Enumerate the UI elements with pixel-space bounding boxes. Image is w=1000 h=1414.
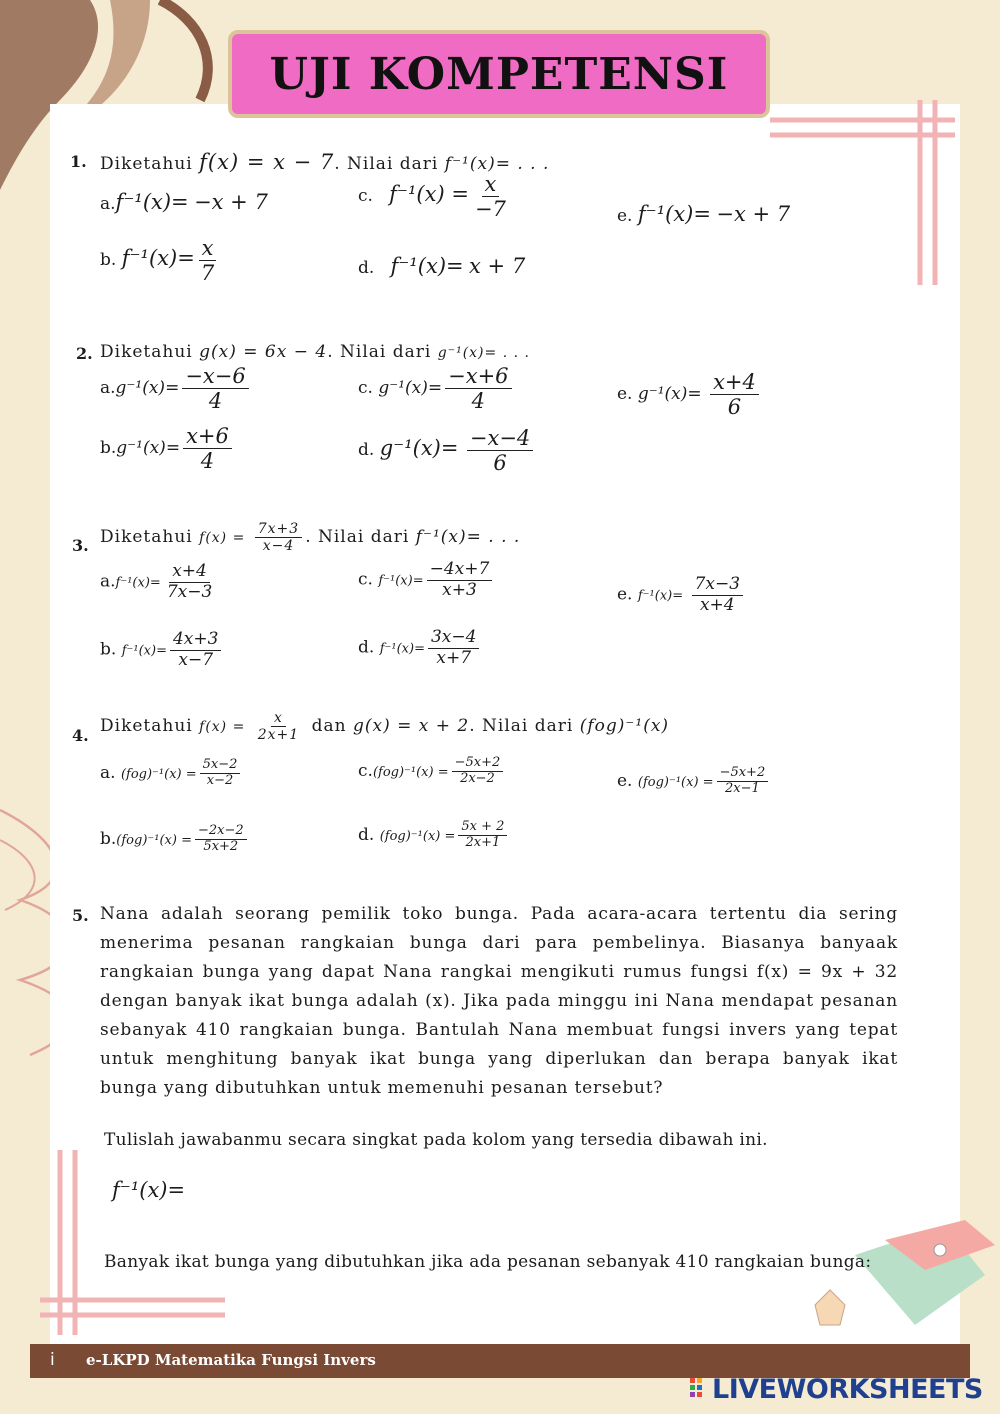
liveworksheets-logo-icon [690, 1378, 710, 1404]
q1-ask-function: f⁻¹(x)= . . . [444, 154, 550, 174]
q3-number: 3. [72, 536, 89, 555]
q3-option-b[interactable]: b. f⁻¹(x)= $\frac{4x+3}{x-7}$ [100, 630, 224, 670]
q1-stem [100, 150, 549, 174]
q4-function-numerator: x [271, 710, 286, 727]
q4-number: 4. [72, 726, 89, 745]
q2-stem-text: Diketahui [100, 342, 193, 362]
q4-function-denominator: 2x+1 [257, 727, 300, 744]
q3-option-a[interactable]: a.f⁻¹(x)= $\frac{x+4}{7x-3}$ [100, 561, 213, 602]
page-number: i [50, 1350, 55, 1370]
q3-option-e[interactable]: e. f⁻¹(x)= $\frac{7x-3}{x+4}$ [617, 575, 746, 615]
q2-option-c[interactable]: c. g⁻¹(x)= $\frac{-x+6}{4}$ [358, 364, 515, 413]
q4-function-label: f(x) = [199, 719, 246, 736]
footer-bar [30, 1344, 970, 1378]
q2-ask-function: g⁻¹(x)= . . . [437, 345, 530, 361]
q2-option-e[interactable]: e. g⁻¹(x)= $\frac{x+4}{6}$ [617, 370, 762, 419]
q3-function-label: f(x) = [199, 530, 246, 547]
q3-ask: . Nilai dari [305, 527, 410, 548]
q4-stem [100, 710, 669, 743]
q5-instruction: Tulislah jawabanmu secara singkat pada kolom yang tersedia dibawah ini. [104, 1130, 768, 1150]
pencil-sharpener-illustration [795, 1215, 1000, 1345]
q2-stem [100, 342, 530, 362]
q2-ask: . Nilai dari [327, 342, 432, 362]
q5-answer2-label: Banyak ikat bunga yang dibutuhkan jika ada pesanan sebanyak 410 rangkaian bunga: [104, 1252, 872, 1272]
page-title: UJI KOMPETENSI [269, 48, 729, 100]
q3-option-c[interactable]: c. f⁻¹(x)= $\frac{-4x+7}{x+3}$ [358, 560, 495, 600]
q2-option-a[interactable]: a.g⁻¹(x)= $\frac{-x-6}{4}$ [100, 364, 252, 413]
q4-and: dan [311, 716, 347, 737]
q1-ask: . Nilai dari [334, 154, 439, 174]
q2-number: 2. [76, 344, 93, 363]
footer-title: e-LKPD Matematika Fungsi Invers [86, 1351, 376, 1369]
q3-option-d[interactable]: d. f⁻¹(x)= $\frac{3x-4}{x+7}$ [358, 628, 482, 668]
q4-g-function: g(x) = x + 2 [352, 716, 470, 737]
q1-option-a[interactable]: a.f⁻¹(x)= −x + 7 [100, 190, 268, 214]
q5-number: 5. [72, 906, 89, 925]
q4-ask: . Nilai dari [469, 716, 574, 737]
q1-option-d[interactable]: d. f⁻¹(x)= x + 7 [358, 254, 526, 278]
q1-stem-text: Diketahui [100, 154, 193, 174]
q2-option-d[interactable]: d. g⁻¹(x)= $\frac{-x-4}{6}$ [358, 426, 536, 475]
accent-lines-top-right [770, 100, 960, 290]
q5-answer-input[interactable] [212, 1172, 772, 1212]
q3-stem-text: Diketahui [100, 527, 193, 548]
title-banner [228, 30, 770, 118]
q5-story: Nana adalah seorang pemilik toko bunga. Pada acara-acara tertentu dia sering menerima pesanan rangkaian bunga dari para pembelinya. Biasanya banyaak rangkaian bunga yang dapat Nana rangkai mengikuti rumus fungsi f(x) = 9x + 32 dengan banyak ikat bunga adalah (x). Jika pada minggu ini Nana mendapat pesanan sebanyak 410 rangkaian bunga. Bantulah Nana membuat fungsi invers yang tepat untuk menghitung banyak ikat bunga yang diperlukan dan berapa banyak ikat bunga yang dibutuhkan untuk memenuhi pesanan tersebut? [100, 904, 898, 1098]
q1-number: 1. [70, 152, 87, 171]
q1-option-b[interactable]: b. f⁻¹(x)= $\frac{x}{7}$ [100, 236, 220, 285]
q1-option-c[interactable]: c. f⁻¹(x) = $\frac{x}{-7}$ [358, 172, 506, 222]
q4-option-b[interactable]: b.(fog)⁻¹(x) = $\frac{-2x-2}{5x+2}$ [100, 824, 250, 855]
q1-function: f(x) = x − 7 [199, 150, 335, 174]
q4-option-c[interactable]: c.(fog)⁻¹(x) = $\frac{-5x+2}{2x-2}$ [358, 756, 506, 787]
q5-answer2-input[interactable] [190, 1280, 750, 1310]
q4-option-e[interactable]: e. (fog)⁻¹(x) = $\frac{-5x+2}{2x-1}$ [617, 766, 771, 797]
q4-option-d[interactable]: d. (fog)⁻¹(x) = $\frac{5x + 2}{2x+1}$ [358, 820, 510, 851]
q2-function: g(x) = 6x − 4 [199, 342, 328, 362]
q4-ask-function: (fog)⁻¹(x) [579, 716, 670, 737]
q5-answer-label: f⁻¹(x)= [112, 1178, 186, 1202]
q3-stem [100, 521, 520, 554]
q3-function-numerator: 7x+3 [255, 521, 302, 538]
brand-watermark[interactable]: LIVEWORKSHEETS [712, 1374, 983, 1405]
q3-function-denominator: x−4 [262, 538, 295, 555]
q1-option-e[interactable]: e. f⁻¹(x)= −x + 7 [617, 202, 791, 226]
q4-stem-text: Diketahui [100, 716, 193, 737]
q4-option-a[interactable]: a. (fog)⁻¹(x) = $\frac{5x-2}{x-2}$ [100, 758, 243, 789]
q3-ask-function: f⁻¹(x)= . . . [415, 527, 521, 548]
q2-option-b[interactable]: b.g⁻¹(x)= $\frac{x+6}{4}$ [100, 424, 235, 473]
